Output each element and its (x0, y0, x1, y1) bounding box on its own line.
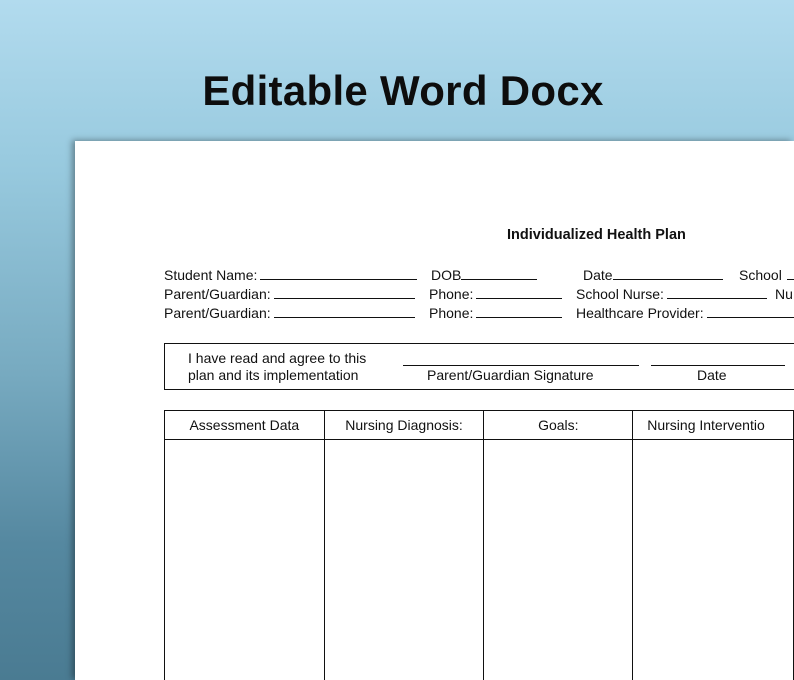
phone-1-blank[interactable] (476, 285, 562, 299)
school-nurse-blank[interactable] (667, 285, 767, 299)
phone-1-field[interactable] (429, 285, 562, 303)
parent-guardian-1-field[interactable] (164, 285, 415, 303)
school-nurse-label: School Nurse: (576, 286, 664, 302)
signature-label: Parent/Guardian Signature (427, 367, 594, 383)
cell-nursing-interventions[interactable] (633, 440, 794, 680)
cell-assessment-data[interactable] (165, 440, 325, 680)
phone-1-label: Phone: (429, 286, 474, 302)
signature-date-line[interactable] (651, 365, 785, 366)
header-nursing-interventions: Nursing Interventio (633, 411, 794, 440)
dob-blank[interactable] (461, 266, 537, 280)
date-blank[interactable] (613, 266, 723, 280)
table-header-row (165, 411, 794, 440)
dob-label: DOB (431, 267, 462, 283)
agreement-line-2: plan and its implementation (188, 367, 359, 383)
table-row (165, 440, 794, 680)
healthcare-provider-label: Healthcare Provider: (576, 305, 704, 321)
school-label: School (739, 267, 782, 283)
header-assessment-data: Assessment Data (165, 411, 325, 440)
parent-guardian-2-field[interactable] (164, 304, 415, 322)
student-name-field[interactable] (164, 266, 417, 284)
signature-line[interactable] (403, 365, 639, 366)
school-blank[interactable] (787, 266, 794, 280)
document-page (75, 141, 794, 680)
cell-nursing-diagnosis[interactable] (324, 440, 484, 680)
healthcare-provider-blank[interactable] (707, 304, 794, 318)
nurse-phone-label: Nu (775, 286, 793, 302)
date-label: Date (583, 267, 613, 283)
agreement-line-1: I have read and agree to this (188, 350, 367, 366)
health-plan-table (164, 410, 794, 680)
school-field[interactable] (739, 266, 794, 284)
header-nursing-diagnosis: Nursing Diagnosis: (324, 411, 484, 440)
student-name-label: Student Name: (164, 267, 258, 283)
parent-guardian-2-blank[interactable] (274, 304, 415, 318)
phone-2-label: Phone: (429, 305, 474, 321)
cell-goals[interactable] (484, 440, 633, 680)
dob-field[interactable] (431, 266, 537, 284)
header-goals: Goals: (484, 411, 633, 440)
signature-date-label: Date (697, 367, 727, 383)
parent-guardian-1-blank[interactable] (274, 285, 415, 299)
agreement-text (188, 350, 366, 384)
parent-guardian-2-label: Parent/Guardian: (164, 305, 271, 321)
nurse-phone-field (775, 285, 793, 303)
date-field[interactable] (583, 266, 723, 284)
healthcare-provider-field[interactable] (576, 304, 794, 322)
school-nurse-field[interactable] (576, 285, 767, 303)
document-title: Individualized Health Plan (507, 227, 686, 243)
phone-2-field[interactable] (429, 304, 562, 322)
parent-guardian-1-label: Parent/Guardian: (164, 286, 271, 302)
agreement-box (164, 343, 794, 390)
student-name-blank[interactable] (260, 266, 417, 280)
phone-2-blank[interactable] (476, 304, 562, 318)
banner-title: Editable Word Docx (202, 67, 604, 114)
